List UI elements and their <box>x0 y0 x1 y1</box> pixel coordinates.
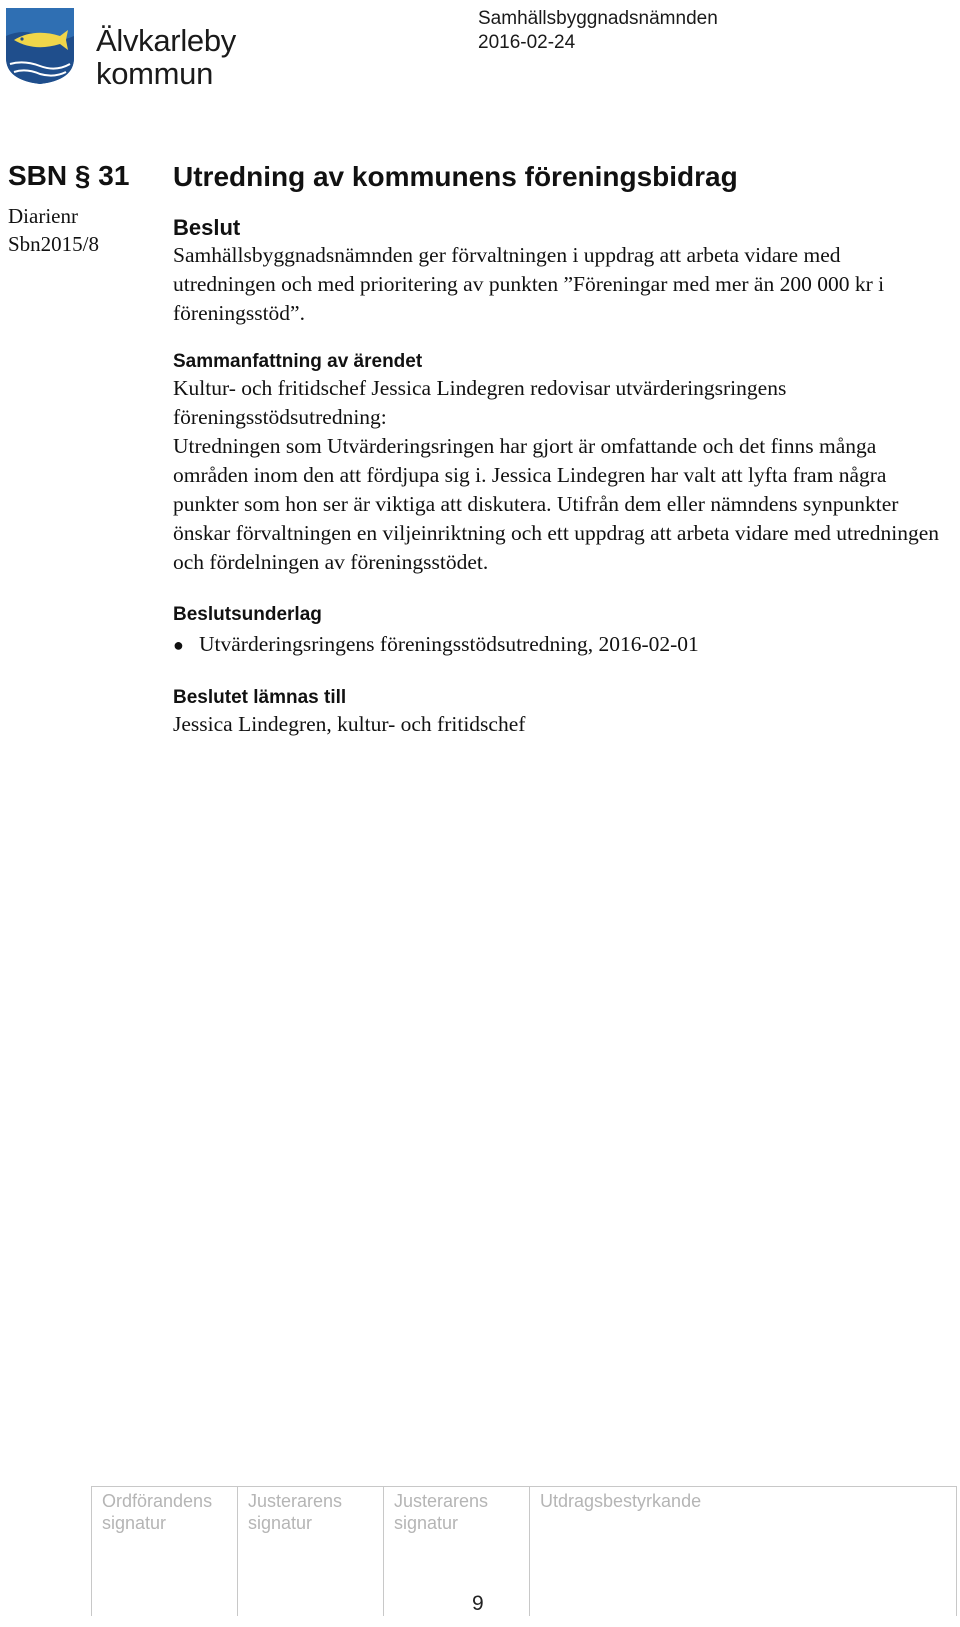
signature-cell-ordforande <box>91 1486 238 1616</box>
signature-label-line: Ordförandens <box>102 1491 213 1511</box>
signature-cell-utdragsbestyrkande <box>529 1486 958 1616</box>
sammanfattning-intro: Kultur- och fritidschef Jessica Lindegren redovisar utvärderingsringens föreningsstödsutredning: <box>173 376 787 429</box>
beslutet-lamnas-till-heading: Beslutet lämnas till <box>173 687 347 708</box>
signature-cell-justerare-2 <box>383 1486 530 1616</box>
diarienr-block <box>8 202 99 258</box>
signature-label <box>540 1490 701 1512</box>
bullet-icon: ● <box>173 635 184 655</box>
beslutet-lamnas-till-text: Jessica Lindegren, kultur- och fritidschef <box>173 712 526 736</box>
beslut-text: Samhällsbyggnadsnämnden ger förvaltningen i uppdrag att arbeta vidare med utredningen och med prioritering av punkten ”Föreningar med mer än 200 000 kr i föreningsstöd”. <box>173 243 885 325</box>
kommun-logo-emblem <box>4 6 76 86</box>
page-title: Utredning av kommunens föreningsbidrag <box>173 161 738 192</box>
signature-label-line: Justerarens <box>394 1491 489 1511</box>
sammanfattning-heading: Sammanfattning av ärendet <box>173 351 423 372</box>
sammanfattning-body: Utredningen som Utvärderingsringen har gjort är omfattande och det finns många områden inom den att fördjupa sig i. Jessica Lindegren har valt att lyfta fram några punkter som hon ser är viktiga att diskutera. Utifrån dem eller nämndens synpunkter önskar förvaltningen en viljeinriktning och ett uppdrag att arbeta vidare med utredningen och fördelningen av föreningsstödet. <box>173 434 939 574</box>
list-item <box>173 630 943 660</box>
beslutsunderlag-heading: Beslutsunderlag <box>173 604 322 625</box>
signature-label-line: signatur <box>248 1513 313 1533</box>
page-number: 9 <box>472 1592 484 1615</box>
beslut-heading: Beslut <box>173 215 241 240</box>
signature-label-line: Justerarens <box>248 1491 343 1511</box>
main-content <box>173 160 943 739</box>
beslutsunderlag-item: Utvärderingsringens föreningsstödsutredning, 2016-02-01 <box>199 632 699 656</box>
logo-line-1: Älvkarleby <box>96 23 236 58</box>
document-header <box>478 7 718 55</box>
diarienr-value: Sbn2015/8 <box>8 232 100 256</box>
diarienr-label: Diarienr <box>8 204 78 228</box>
paragraph-number: SBN § 31 <box>8 160 130 191</box>
committee-name: Samhällsbyggnadsnämnden <box>478 8 718 29</box>
signature-label <box>248 1490 342 1534</box>
signature-table <box>91 1486 957 1616</box>
signature-label <box>102 1490 212 1534</box>
kommun-logo-wordmark <box>96 24 236 90</box>
signature-label-line: Utdragsbestyrkande <box>540 1491 702 1511</box>
logo-line-2: kommun <box>96 56 214 91</box>
meeting-date: 2016-02-24 <box>478 32 576 53</box>
signature-label <box>394 1490 488 1534</box>
signature-label-line: signatur <box>102 1513 167 1533</box>
signature-cell-justerare-1 <box>237 1486 384 1616</box>
signature-label-line: signatur <box>394 1513 459 1533</box>
